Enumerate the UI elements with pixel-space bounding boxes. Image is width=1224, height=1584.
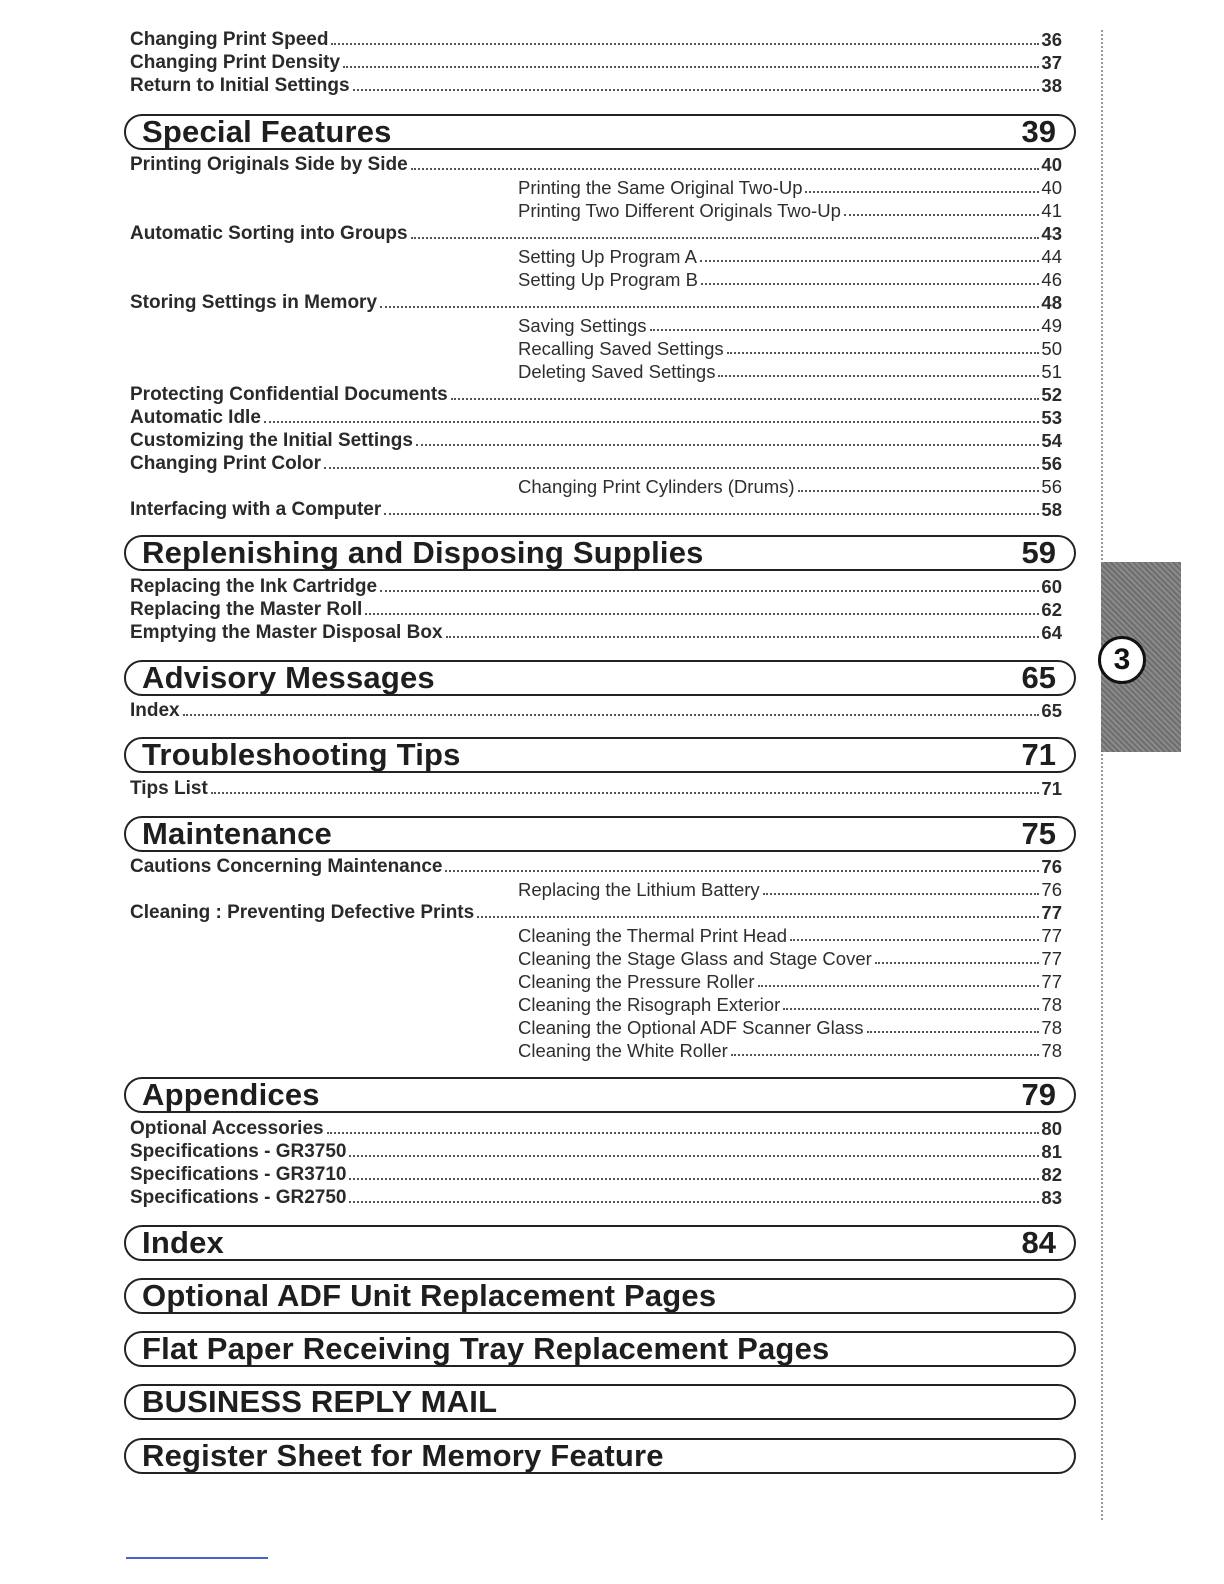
toc-subentry[interactable]: [518, 1016, 1062, 1039]
entry-title: Cautions Concerning Maintenance: [130, 856, 443, 877]
entry-page-number: 53: [1041, 407, 1062, 428]
dot-leader: [380, 306, 1039, 308]
toc-entry[interactable]: [130, 855, 1062, 878]
entry-page-number: 77: [1041, 948, 1062, 969]
section-title: BUSINESS REPLY MAIL: [142, 1384, 498, 1419]
toc-subentry[interactable]: [518, 947, 1062, 970]
entry-title: Storing Settings in Memory: [130, 292, 378, 313]
toc-entry[interactable]: [130, 777, 1062, 800]
toc-entry[interactable]: [130, 291, 1062, 314]
entry-page-number: 82: [1041, 1164, 1062, 1185]
dot-leader: [324, 467, 1039, 469]
entry-title: Tips List: [130, 778, 208, 799]
entry-page-number: 65: [1041, 700, 1062, 721]
section-page-number: 65: [1021, 660, 1056, 695]
entry-page-number: 50: [1041, 338, 1062, 359]
toc-section-heading[interactable]: [124, 1225, 1076, 1261]
entry-title: Automatic Sorting into Groups: [130, 223, 408, 244]
dot-leader: [875, 962, 1040, 964]
entry-title: Setting Up Program A: [518, 246, 697, 267]
dot-leader: [798, 490, 1040, 492]
toc-entry[interactable]: [130, 153, 1062, 176]
entry-title: Cleaning the Pressure Roller: [518, 971, 755, 992]
entry-page-number: 64: [1041, 622, 1062, 643]
entry-page-number: 41: [1041, 200, 1062, 221]
entry-page-number: 40: [1041, 154, 1062, 175]
toc-section-heading[interactable]: [124, 114, 1076, 150]
entry-title: Protecting Confidential Documents: [130, 384, 448, 405]
dot-leader: [446, 636, 1040, 638]
dot-leader: [727, 352, 1040, 354]
dot-leader: [380, 590, 1039, 592]
entry-page-number: 71: [1041, 778, 1062, 799]
dot-leader: [365, 613, 1039, 615]
toc-subentry[interactable]: [518, 199, 1062, 222]
entry-page-number: 77: [1041, 925, 1062, 946]
toc-section-heading[interactable]: [124, 1384, 1076, 1420]
entry-page-number: 78: [1041, 1017, 1062, 1038]
entry-title: Cleaning the Optional ADF Scanner Glass: [518, 1017, 864, 1038]
entry-page-number: 54: [1041, 430, 1062, 451]
entry-page-number: 49: [1041, 315, 1062, 336]
entry-page-number: 78: [1041, 994, 1062, 1015]
entry-page-number: 56: [1041, 453, 1062, 474]
dot-leader: [331, 43, 1039, 45]
entry-page-number: 76: [1041, 856, 1062, 877]
entry-title: Setting Up Program B: [518, 269, 698, 290]
toc-entry[interactable]: [130, 1163, 1062, 1186]
dot-leader: [349, 1201, 1039, 1203]
dot-leader: [700, 260, 1040, 262]
toc-subentry[interactable]: [518, 245, 1062, 268]
entry-title: Interfacing with a Computer: [130, 499, 382, 520]
dot-leader: [731, 1054, 1040, 1056]
entry-title: Changing Print Color: [130, 453, 322, 474]
entry-title: Cleaning the Risograph Exterior: [518, 994, 781, 1015]
entry-page-number: 38: [1041, 75, 1062, 96]
toc-entry[interactable]: [130, 498, 1062, 521]
toc-entry[interactable]: [130, 699, 1062, 722]
toc-entry[interactable]: [130, 901, 1062, 924]
toc-section-heading[interactable]: [124, 816, 1076, 852]
entry-title: Printing Two Different Originals Two-Up: [518, 200, 841, 221]
dot-leader: [353, 89, 1040, 91]
toc-entry[interactable]: [130, 28, 1062, 51]
dot-leader: [183, 714, 1040, 716]
toc-entry[interactable]: [130, 1140, 1062, 1163]
entry-title: Cleaning the White Roller: [518, 1040, 728, 1061]
toc-section-heading[interactable]: [124, 1331, 1076, 1367]
chapter-number-badge: 3: [1098, 636, 1146, 684]
section-title: Advisory Messages: [142, 660, 435, 695]
dot-leader: [758, 985, 1040, 987]
entry-page-number: 78: [1041, 1040, 1062, 1061]
toc-subentry[interactable]: [518, 176, 1062, 199]
toc-entry[interactable]: [130, 222, 1062, 245]
toc-section-heading[interactable]: [124, 737, 1076, 773]
entry-page-number: 40: [1041, 177, 1062, 198]
entry-title: Optional Accessories: [130, 1118, 324, 1139]
toc-entry[interactable]: [130, 575, 1062, 598]
dot-leader: [445, 870, 1039, 872]
entry-title: Return to Initial Settings: [130, 75, 350, 96]
entry-title: Changing Print Density: [130, 52, 341, 73]
dot-leader: [264, 421, 1040, 423]
toc-subentry[interactable]: [518, 993, 1062, 1016]
dot-leader: [763, 893, 1040, 895]
entry-title: Replacing the Master Roll: [130, 599, 363, 620]
toc-subentry[interactable]: [518, 1039, 1062, 1062]
dot-leader: [701, 283, 1039, 285]
dot-leader: [477, 916, 1039, 918]
toc-entry[interactable]: [130, 383, 1062, 406]
section-title: Replenishing and Disposing Supplies: [142, 535, 704, 570]
toc-subentry[interactable]: [518, 970, 1062, 993]
dot-leader: [411, 237, 1040, 239]
entry-page-number: 48: [1041, 292, 1062, 313]
entry-page-number: 36: [1041, 29, 1062, 50]
section-page-number: 84: [1021, 1225, 1056, 1260]
toc-entry[interactable]: [130, 1186, 1062, 1209]
section-title: Maintenance: [142, 816, 332, 851]
entry-title: Printing Originals Side by Side: [130, 154, 408, 175]
entry-title: Deleting Saved Settings: [518, 361, 716, 382]
entry-page-number: 46: [1041, 269, 1062, 290]
toc-subentry[interactable]: [518, 360, 1062, 383]
toc-entry[interactable]: [130, 51, 1062, 74]
toc-subentry[interactable]: [518, 475, 1062, 498]
entry-page-number: 77: [1041, 902, 1062, 923]
entry-page-number: 80: [1041, 1118, 1062, 1139]
dot-leader: [384, 513, 1039, 515]
entry-page-number: 37: [1041, 52, 1062, 73]
toc-section-heading[interactable]: [124, 1278, 1076, 1314]
dot-leader: [343, 66, 1039, 68]
toc-subentry[interactable]: [518, 924, 1062, 947]
toc-entry[interactable]: [130, 429, 1062, 452]
toc-subentry[interactable]: [518, 268, 1062, 291]
entry-page-number: 52: [1041, 384, 1062, 405]
dot-leader: [327, 1132, 1040, 1134]
toc-entry[interactable]: [130, 598, 1062, 621]
toc-entry[interactable]: [130, 406, 1062, 429]
entry-title: Specifications - GR3710: [130, 1164, 347, 1185]
entry-page-number: 81: [1041, 1141, 1062, 1162]
section-page-number: 71: [1021, 737, 1056, 772]
entry-page-number: 83: [1041, 1187, 1062, 1208]
toc-subentry[interactable]: [518, 878, 1062, 901]
entry-page-number: 60: [1041, 576, 1062, 597]
section-page-number: 79: [1021, 1077, 1056, 1112]
dot-leader: [451, 398, 1040, 400]
entry-title: Recalling Saved Settings: [518, 338, 724, 359]
dot-leader: [805, 191, 1039, 193]
entry-title: Automatic Idle: [130, 407, 261, 428]
entry-title: Cleaning the Stage Glass and Stage Cover: [518, 948, 872, 969]
toc-section-heading[interactable]: [124, 660, 1076, 696]
toc-entry[interactable]: [130, 1117, 1062, 1140]
dot-leader: [650, 329, 1040, 331]
toc-subentry[interactable]: [518, 337, 1062, 360]
entry-title: Specifications - GR3750: [130, 1141, 347, 1162]
toc-section-heading[interactable]: [124, 1077, 1076, 1113]
entry-page-number: 56: [1041, 476, 1062, 497]
section-title: Troubleshooting Tips: [142, 737, 461, 772]
dot-leader: [783, 1008, 1039, 1010]
dot-leader: [211, 792, 1040, 794]
dot-leader: [718, 375, 1039, 377]
entry-title: Index: [130, 700, 180, 721]
entry-page-number: 51: [1041, 361, 1062, 382]
entry-title: Replacing the Lithium Battery: [518, 879, 760, 900]
section-page-number: 59: [1021, 535, 1056, 570]
entry-title: Saving Settings: [518, 315, 647, 336]
section-title: Special Features: [142, 114, 392, 149]
dot-leader: [411, 168, 1040, 170]
toc-section-heading[interactable]: [124, 1438, 1076, 1474]
section-title: Flat Paper Receiving Tray Replacement Pages: [142, 1331, 830, 1366]
toc-section-heading[interactable]: [124, 535, 1076, 571]
entry-page-number: 44: [1041, 246, 1062, 267]
entry-page-number: 76: [1041, 879, 1062, 900]
entry-title: Replacing the Ink Cartridge: [130, 576, 378, 597]
entry-page-number: 43: [1041, 223, 1062, 244]
section-page-number: 75: [1021, 816, 1056, 851]
entry-title: Printing the Same Original Two-Up: [518, 177, 803, 198]
section-page-number: 39: [1021, 114, 1056, 149]
toc-subentry[interactable]: [518, 314, 1062, 337]
dot-leader: [790, 939, 1039, 941]
dot-leader: [349, 1155, 1039, 1157]
entry-page-number: 77: [1041, 971, 1062, 992]
entry-title: Cleaning the Thermal Print Head: [518, 925, 788, 946]
dot-leader: [844, 214, 1040, 216]
dot-leader: [416, 444, 1040, 446]
section-title: Optional ADF Unit Replacement Pages: [142, 1278, 717, 1313]
entry-title: Cleaning : Preventing Defective Prints: [130, 902, 475, 923]
entry-title: Changing Print Cylinders (Drums): [518, 476, 795, 497]
dot-leader: [349, 1178, 1039, 1180]
entry-title: Emptying the Master Disposal Box: [130, 622, 443, 643]
toc-entry[interactable]: [130, 452, 1062, 475]
footer-rule: [126, 1557, 268, 1559]
entry-page-number: 58: [1041, 499, 1062, 520]
section-title: Register Sheet for Memory Feature: [142, 1438, 664, 1473]
entry-title: Specifications - GR2750: [130, 1187, 347, 1208]
section-title: Appendices: [142, 1077, 320, 1112]
toc-entry[interactable]: [130, 74, 1062, 97]
section-title: Index: [142, 1225, 224, 1260]
entry-title: Customizing the Initial Settings: [130, 430, 413, 451]
toc-entry[interactable]: [130, 621, 1062, 644]
dot-leader: [867, 1031, 1040, 1033]
entry-title: Changing Print Speed: [130, 29, 329, 50]
entry-page-number: 62: [1041, 599, 1062, 620]
